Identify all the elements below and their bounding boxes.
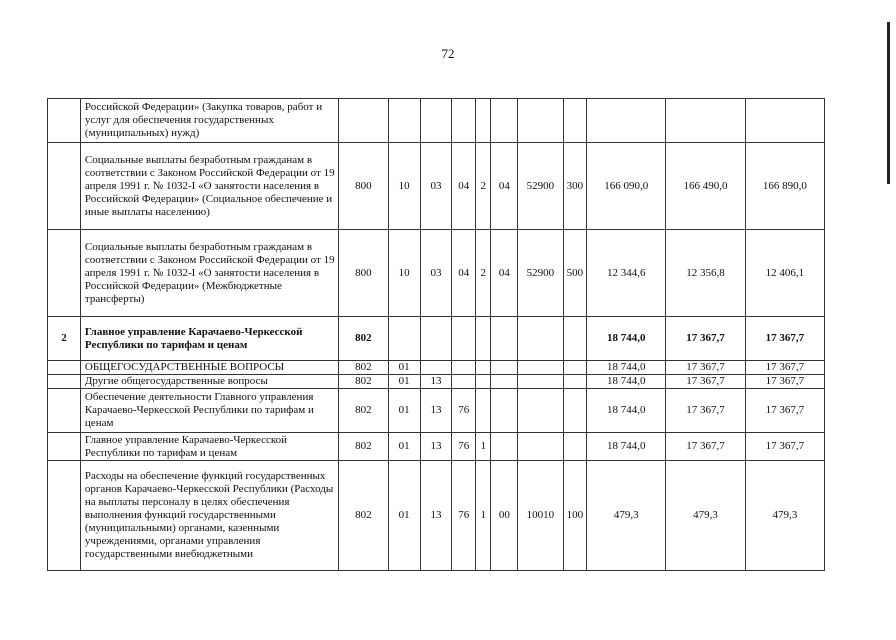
razdel-code-cell: 01 <box>388 361 420 375</box>
item-name-cell: Главное управление Карачаево-Черкесской Республики по тарифам и ценам <box>80 317 338 361</box>
subprogram-code-cell: 2 <box>476 143 491 230</box>
row-number-cell <box>48 389 81 433</box>
razdel-code-cell: 01 <box>388 461 420 571</box>
item-name-cell: Главное управление Карачаево-Черкесской Республики по тарифам и ценам <box>80 433 338 461</box>
amount-year-3-cell: 479,3 <box>745 461 824 571</box>
podrazdel-code-cell <box>420 317 452 361</box>
direction-code-cell: 52900 <box>518 230 563 317</box>
table-row <box>48 317 825 361</box>
razdel-code-cell <box>388 99 420 143</box>
podrazdel-code-cell: 13 <box>420 389 452 433</box>
amount-year-1-cell: 18 744,0 <box>587 317 666 361</box>
vedomstvo-code-cell: 800 <box>339 230 388 317</box>
amount-year-3-cell: 17 367,7 <box>745 317 824 361</box>
row-number-cell <box>48 433 81 461</box>
row-number-cell <box>48 230 81 317</box>
amount-year-1-cell: 479,3 <box>587 461 666 571</box>
subprogram-code-cell: 1 <box>476 433 491 461</box>
podrazdel-code-cell: 03 <box>420 143 452 230</box>
amount-year-3-cell: 17 367,7 <box>745 433 824 461</box>
vedomstvo-code-cell: 800 <box>339 143 388 230</box>
item-name-cell: Обеспечение деятельности Главного управления Карачаево-Черкесской Республики по тарифам и ценам <box>80 389 338 433</box>
direction-code-cell <box>518 99 563 143</box>
expense-type-code-cell: 300 <box>563 143 587 230</box>
event-code-cell: 04 <box>491 143 518 230</box>
table-row <box>48 389 825 433</box>
razdel-code-cell: 10 <box>388 143 420 230</box>
event-code-cell <box>491 375 518 389</box>
subprogram-code-cell <box>476 99 491 143</box>
program-code-cell: 76 <box>452 461 476 571</box>
program-code-cell: 76 <box>452 389 476 433</box>
amount-year-2-cell: 17 367,7 <box>666 433 745 461</box>
row-number-cell <box>48 99 81 143</box>
expense-type-code-cell <box>563 375 587 389</box>
program-code-cell: 76 <box>452 433 476 461</box>
amount-year-2-cell: 17 367,7 <box>666 361 745 375</box>
budget-table <box>47 98 825 571</box>
vedomstvo-code-cell <box>339 99 388 143</box>
direction-code-cell <box>518 433 563 461</box>
amount-year-1-cell: 18 744,0 <box>587 389 666 433</box>
podrazdel-code-cell: 13 <box>420 461 452 571</box>
direction-code-cell <box>518 317 563 361</box>
table-row <box>48 143 825 230</box>
amount-year-1-cell: 166 090,0 <box>587 143 666 230</box>
amount-year-3-cell: 12 406,1 <box>745 230 824 317</box>
event-code-cell: 00 <box>491 461 518 571</box>
amount-year-1-cell: 18 744,0 <box>587 375 666 389</box>
program-code-cell <box>452 317 476 361</box>
vedomstvo-code-cell: 802 <box>339 461 388 571</box>
item-name-cell: Социальные выплаты безработным гражданам в соответствии с Законом Российской Федерации от 19 апреля 1991 г. № 1032-I «О занятости населения в Российской Федерации» (Межбюджетные трансферты) <box>80 230 338 317</box>
amount-year-2-cell: 479,3 <box>666 461 745 571</box>
amount-year-1-cell: 12 344,6 <box>587 230 666 317</box>
razdel-code-cell: 01 <box>388 375 420 389</box>
razdel-code-cell: 01 <box>388 389 420 433</box>
event-code-cell <box>491 99 518 143</box>
podrazdel-code-cell <box>420 99 452 143</box>
direction-code-cell <box>518 389 563 433</box>
amount-year-3-cell: 17 367,7 <box>745 375 824 389</box>
program-code-cell <box>452 361 476 375</box>
row-number-cell: 2 <box>48 317 81 361</box>
expense-type-code-cell <box>563 317 587 361</box>
page-number: 72 <box>441 46 455 61</box>
program-code-cell: 04 <box>452 230 476 317</box>
razdel-code-cell <box>388 317 420 361</box>
item-name-cell: Другие общегосударственные вопросы <box>80 375 338 389</box>
direction-code-cell <box>518 375 563 389</box>
item-name-cell: Расходы на обеспечение функций государственных органов Карачаево-Черкесской Республики (Расходы на выплаты персоналу в целях обеспечения выполнения функций государственными (муниципальными) органами, казенными учреждениями, органами управления государственными внебюджетными <box>80 461 338 571</box>
subprogram-code-cell <box>476 361 491 375</box>
direction-code-cell <box>518 361 563 375</box>
amount-year-2-cell: 12 356,8 <box>666 230 745 317</box>
expense-type-code-cell <box>563 99 587 143</box>
amount-year-2-cell <box>666 99 745 143</box>
event-code-cell: 04 <box>491 230 518 317</box>
expense-type-code-cell <box>563 361 587 375</box>
program-code-cell <box>452 375 476 389</box>
expense-type-code-cell <box>563 389 587 433</box>
table-row <box>48 375 825 389</box>
subprogram-code-cell <box>476 375 491 389</box>
podrazdel-code-cell: 13 <box>420 375 452 389</box>
amount-year-3-cell: 17 367,7 <box>745 389 824 433</box>
amount-year-2-cell: 17 367,7 <box>666 317 745 361</box>
vedomstvo-code-cell: 802 <box>339 389 388 433</box>
podrazdel-code-cell: 13 <box>420 433 452 461</box>
podrazdel-code-cell <box>420 361 452 375</box>
amount-year-1-cell: 18 744,0 <box>587 361 666 375</box>
razdel-code-cell: 10 <box>388 230 420 317</box>
amount-year-1-cell <box>587 99 666 143</box>
subprogram-code-cell <box>476 317 491 361</box>
table-row <box>48 99 825 143</box>
program-code-cell: 04 <box>452 143 476 230</box>
expense-type-code-cell <box>563 433 587 461</box>
item-name-cell: ОБЩЕГОСУДАРСТВЕННЫЕ ВОПРОСЫ <box>80 361 338 375</box>
table-row <box>48 230 825 317</box>
vedomstvo-code-cell: 802 <box>339 317 388 361</box>
item-name-cell: Российской Федерации» (Закупка товаров, работ и услуг для обеспечения государственных (муниципальных) нужд) <box>80 99 338 143</box>
expense-type-code-cell: 500 <box>563 230 587 317</box>
event-code-cell <box>491 433 518 461</box>
event-code-cell <box>491 317 518 361</box>
podrazdel-code-cell: 03 <box>420 230 452 317</box>
amount-year-3-cell <box>745 99 824 143</box>
amount-year-2-cell: 17 367,7 <box>666 375 745 389</box>
amount-year-2-cell: 166 490,0 <box>666 143 745 230</box>
table-row <box>48 433 825 461</box>
row-number-cell <box>48 361 81 375</box>
amount-year-3-cell: 166 890,0 <box>745 143 824 230</box>
expense-type-code-cell: 100 <box>563 461 587 571</box>
direction-code-cell: 52900 <box>518 143 563 230</box>
subprogram-code-cell <box>476 389 491 433</box>
item-name-cell: Социальные выплаты безработным гражданам в соответствии с Законом Российской Федерации от 19 апреля 1991 г. № 1032-I «О занятости населения в Российской Федерации» (Социальное обеспечение и иные выплаты населению) <box>80 143 338 230</box>
vedomstvo-code-cell: 802 <box>339 361 388 375</box>
row-number-cell <box>48 375 81 389</box>
table-row <box>48 361 825 375</box>
event-code-cell <box>491 389 518 433</box>
row-number-cell <box>48 461 81 571</box>
subprogram-code-cell: 2 <box>476 230 491 317</box>
event-code-cell <box>491 361 518 375</box>
amount-year-3-cell: 17 367,7 <box>745 361 824 375</box>
amount-year-2-cell: 17 367,7 <box>666 389 745 433</box>
direction-code-cell: 10010 <box>518 461 563 571</box>
table-row <box>48 461 825 571</box>
razdel-code-cell: 01 <box>388 433 420 461</box>
vedomstvo-code-cell: 802 <box>339 375 388 389</box>
scan-edge-mark <box>887 22 890 184</box>
amount-year-1-cell: 18 744,0 <box>587 433 666 461</box>
program-code-cell <box>452 99 476 143</box>
row-number-cell <box>48 143 81 230</box>
vedomstvo-code-cell: 802 <box>339 433 388 461</box>
subprogram-code-cell: 1 <box>476 461 491 571</box>
